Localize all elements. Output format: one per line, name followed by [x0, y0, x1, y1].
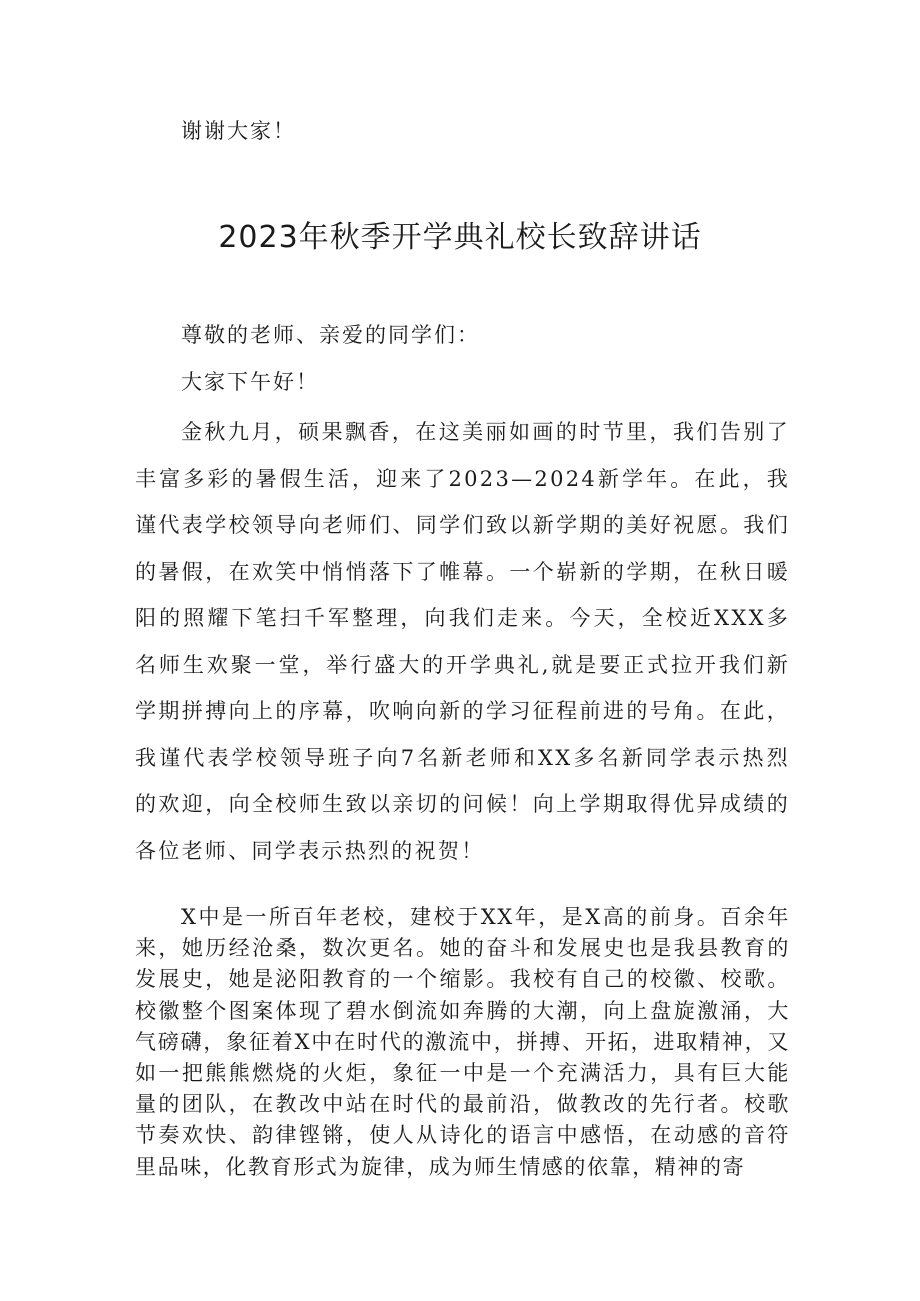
- body-paragraph: X中是一所百年老校，建校于XX年，是X高的前身。百余年来，她历经沧桑，数次更名。她的奋斗和发展史也是我县教育的发展史，她是泌阳教育的一个缩影。我校有自己的校徽、校歌。校徽整个图案体现了碧水倒流如奔腾的大潮，向上盘旋激涌，大气磅礴，象征着X中在时代的激流中，拼搏、开拓，进取精神，又如一把熊熊燃烧的火炬，象征一中是一个充满活力，具有巨大能量的团队，在教改中站在时代的最前沿，做教改的先行者。校歌节奏欢快、韵律铿锵，使人从诗化的语言中感悟，在动感的音符里品味，化教育形式为旋律，成为师生情感的依靠，精神的寄: [135, 905, 790, 1179]
- body-paragraph: 金秋九月，硕果飘香，在这美丽如画的时节里，我们告别了丰富多彩的暑假生活，迎来了2023—2024新学年。在此，我谨代表学校领导向老师们、同学们致以新学期的美好祝愿。我们的暑假，在欢笑中悄悄落下了帷幕。一个崭新的学期，在秋日暖阳的照耀下笔扫千军整理，向我们走来。今天，全校近XXX多名师生欢聚一堂，举行盛大的开学典礼,就是要正式拉开我们新学期拼搏向上的序幕，吹响向新的学习征程前进的号角。在此，我谨代表学校领导班子向7名新老师和XX多名新同学表示热烈的欢迎，向全校师生致以亲切的问候！向上学期取得优异成绩的各位老师、同学表示热烈的祝贺！: [135, 420, 790, 863]
- closing-line: 谢谢大家！: [181, 119, 296, 143]
- greeting: 大家下午好！: [181, 370, 319, 394]
- speech-title: 2023年秋季开学典礼校长致辞讲话: [218, 220, 702, 255]
- salutation: 尊敬的老师、亲爱的同学们：: [181, 323, 480, 347]
